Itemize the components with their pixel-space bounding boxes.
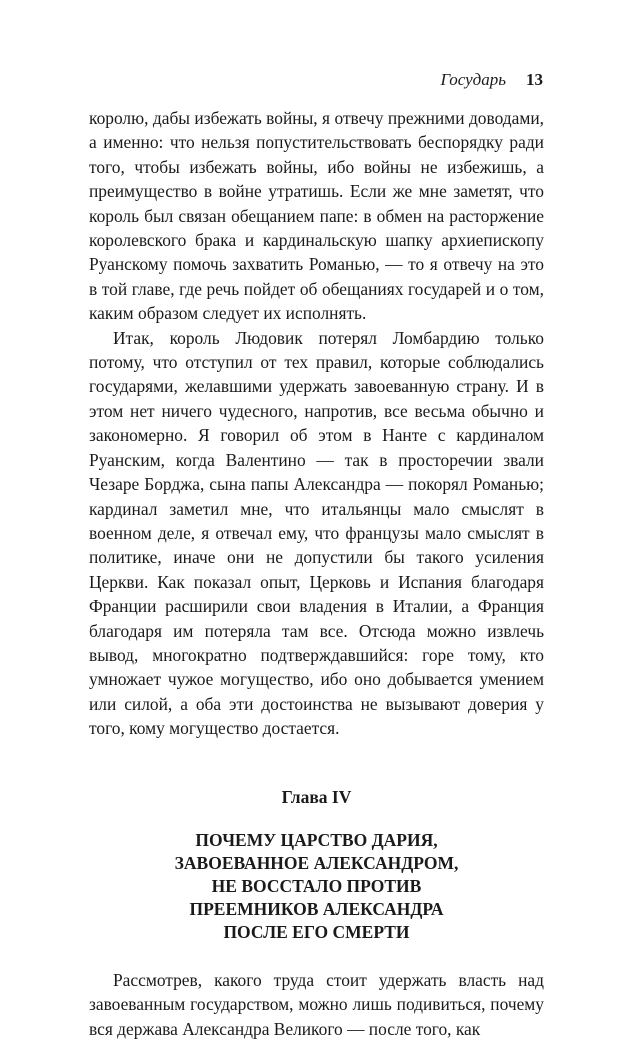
chapter-title-line: ЗАВОЕВАННОЕ АЛЕКСАНДРОМ, [174,852,459,873]
chapter-title-line: ПОСЛЕ ЕГО СМЕРТИ [223,921,410,942]
paragraph-continued: королю, дабы избежать войны, я отвечу прежними доводами, а именно: что нельзя попустительствовать беспорядку ради того, чтобы избежать войны, ибо войны не избежишь, а преимущество в войне утратишь. Если же мне заметят, что король был связан обещанием папе: в обмен на расторжение королевского брака и кардинальскую шапку архиепископу Руанскому помочь захватить Романью, — то я отвечу на это в той главе, где речь пойдет об обещаниях государей и о том, каким образом следует их исполнять. [89,108,544,324]
chapter-title-line: ПРЕЕМНИКОВ АЛЕКСАНДРА [189,898,444,919]
chapter-label: Глава IV [281,786,352,807]
chapter-title [89,829,544,944]
body-text [89,106,544,1041]
chapter-title-line: НЕ ВОССТАЛО ПРОТИВ [211,875,422,896]
running-title: Государь [440,70,506,89]
paragraph: Рассмотрев, какого труда стоит удержать власть над завоеванным государством, можно лишь подивиться, почему вся держава Александра Великого — после того, как [89,969,544,1039]
page-number: 13 [526,70,543,89]
paragraph: Итак, король Людовик потерял Ломбардию только потому, что отступил от тех правил, которые соблюдались государями, желавшими удержать завоеванную страну. И в этом нет ничего чудесного, напротив, все весьма обычно и закономерно. Я говорил об этом в Нанте с кардиналом Руанским, когда Валентино — так в просторечии звали Чезаре Борджа, сына папы Александра — покорял Романью; кардинал заметил мне, что итальянцы мало смыслят в военном деле, я отвечал ему, что французы мало смыслят в политике, иначе они не допустили бы такого усиления Церкви. Как показал опыт, Церковь и Испания благодаря Франции расширили свои владения в Италии, а Франция благодаря им потеряла там все. Отсюда можно извлечь вывод, многократно подтверждавшийся: горе тому, кто умножает чужое могущество, ибо оно добывается умением или силой, а оба эти достоинства не вызывают доверия у того, кому могущество достается. [89,327,544,739]
running-head [440,70,543,90]
chapter-title-line: ПОЧЕМУ ЦАРСТВО ДАРИЯ, [195,829,438,850]
